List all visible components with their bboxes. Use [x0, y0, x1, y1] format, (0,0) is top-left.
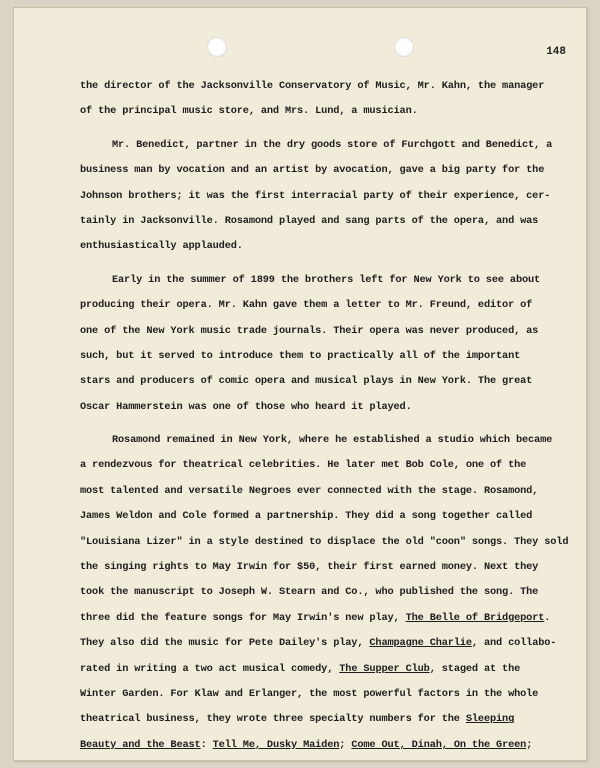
text-segment: producing their opera. Mr. Kahn gave them a letter to Mr. Freund, editor of [80, 299, 533, 312]
text-segment: Johnson brothers; it was the first interracial party of their experience, cer- [80, 189, 551, 202]
text-line [80, 209, 540, 234]
text-segment: of the principal music store, and Mrs. Lund, a musician. [80, 105, 418, 118]
text-line [80, 530, 569, 555]
underlined-title: The Supper Club [339, 662, 430, 675]
text-line [80, 293, 540, 318]
underlined-title: Sleeping [465, 713, 515, 726]
text-segment: business man by vocation and an artist by avocation, gave a big party for the [80, 164, 545, 177]
page-number: 148 [546, 46, 566, 58]
text-segment: such, but it served to introduce them to practically all of the important [80, 349, 521, 362]
text-segment: took the manuscript to Joseph W. Stearn and Co., who published the song. The [80, 586, 539, 599]
text-segment: Winter Garden. For Klaw and Erlanger, the most powerful factors in the whole [80, 687, 539, 700]
punch-hole-right [394, 37, 414, 57]
paragraph-gap [80, 420, 540, 428]
text-segment: a rendezvous for theatrical celebrities. He later met Bob Cole, one of the [80, 459, 527, 472]
text-segment: three did the feature songs for May Irwin's new play, [80, 611, 406, 624]
text-segment: rated in writing a two act musical comedy, [80, 662, 340, 675]
text-line [80, 428, 553, 453]
text-line [80, 234, 540, 259]
text-line [80, 580, 540, 605]
text-line [80, 184, 551, 209]
text-segment: one of the New York music trade journals. Their opera was never produced, as [80, 324, 539, 337]
text-segment: They also did the music for Pete Dailey's play, [80, 637, 370, 650]
text-line [80, 319, 540, 344]
text-line [80, 707, 540, 732]
text-segment: tainly in Jacksonville. Rosamond played and sang parts of the opera, and was [80, 214, 539, 227]
punch-hole-left [207, 37, 227, 57]
text-segment: the singing rights to May Irwin for $50, their first earned money. Next they [80, 561, 539, 574]
text-line [80, 395, 540, 420]
text-line [80, 158, 545, 183]
text-line [80, 369, 540, 394]
text-segment: the director of the Jacksonville Conservatory of Music, Mr. Kahn, the manager [80, 80, 545, 92]
text-segment: enthusiastically applauded. [80, 240, 243, 253]
text-segment: James Weldon and Cole formed a partnership. They did a song together called [80, 510, 533, 523]
underlined-title: The Belle of Bridgeport [405, 611, 545, 624]
text-segment: , staged at the [429, 662, 521, 675]
text-line [80, 479, 540, 504]
text-segment: theatrical business, they wrote three specialty numbers for the [80, 713, 466, 726]
text-line [80, 733, 540, 758]
text-line [80, 657, 540, 682]
underlined-title: Champagne Charlie [369, 637, 472, 650]
text-segment: . [544, 611, 551, 624]
text-line [80, 606, 551, 631]
text-segment: ; [526, 738, 533, 751]
text-segment: Oscar Hammerstein was one of those who heard it played. [80, 400, 412, 413]
underlined-title: Tell Me, Dusky Maiden [212, 738, 340, 751]
text-segment: Early in the summer of 1899 the brothers left for New York to see about [112, 273, 541, 286]
underlined-title: Beauty and the Beast [80, 738, 201, 751]
text-segment: "Louisiana Lizer" in a style destined to displace the old "coon" songs. They sold [80, 535, 569, 548]
text-line [80, 555, 540, 580]
text-segment: stars and producers of comic opera and musical plays in New York. The great [80, 375, 533, 388]
text-line [80, 133, 553, 158]
paragraph-gap [80, 260, 540, 268]
text-segment: Mr. Benedict, partner in the dry goods store of Furchgott and Benedict, a [112, 138, 553, 151]
text-line [80, 631, 557, 656]
text-line [80, 344, 540, 369]
text-segment: , and collabo- [471, 637, 557, 650]
body-text [80, 74, 569, 758]
text-segment: most talented and versatile Negroes ever connected with the stage. Rosamond, [80, 484, 539, 497]
text-line [80, 268, 540, 293]
text-line [80, 504, 540, 529]
text-segment: : [200, 738, 213, 751]
text-line [80, 682, 540, 707]
text-segment: Rosamond remained in New York, where he established a studio which became [112, 434, 553, 447]
paragraph-gap [80, 125, 540, 133]
text-segment: ; [339, 738, 352, 751]
text-line [80, 99, 540, 124]
text-line [80, 74, 545, 99]
text-line [80, 453, 540, 478]
document-page [14, 8, 586, 760]
underlined-title: Come Out, Dinah, On the Green [351, 738, 527, 751]
